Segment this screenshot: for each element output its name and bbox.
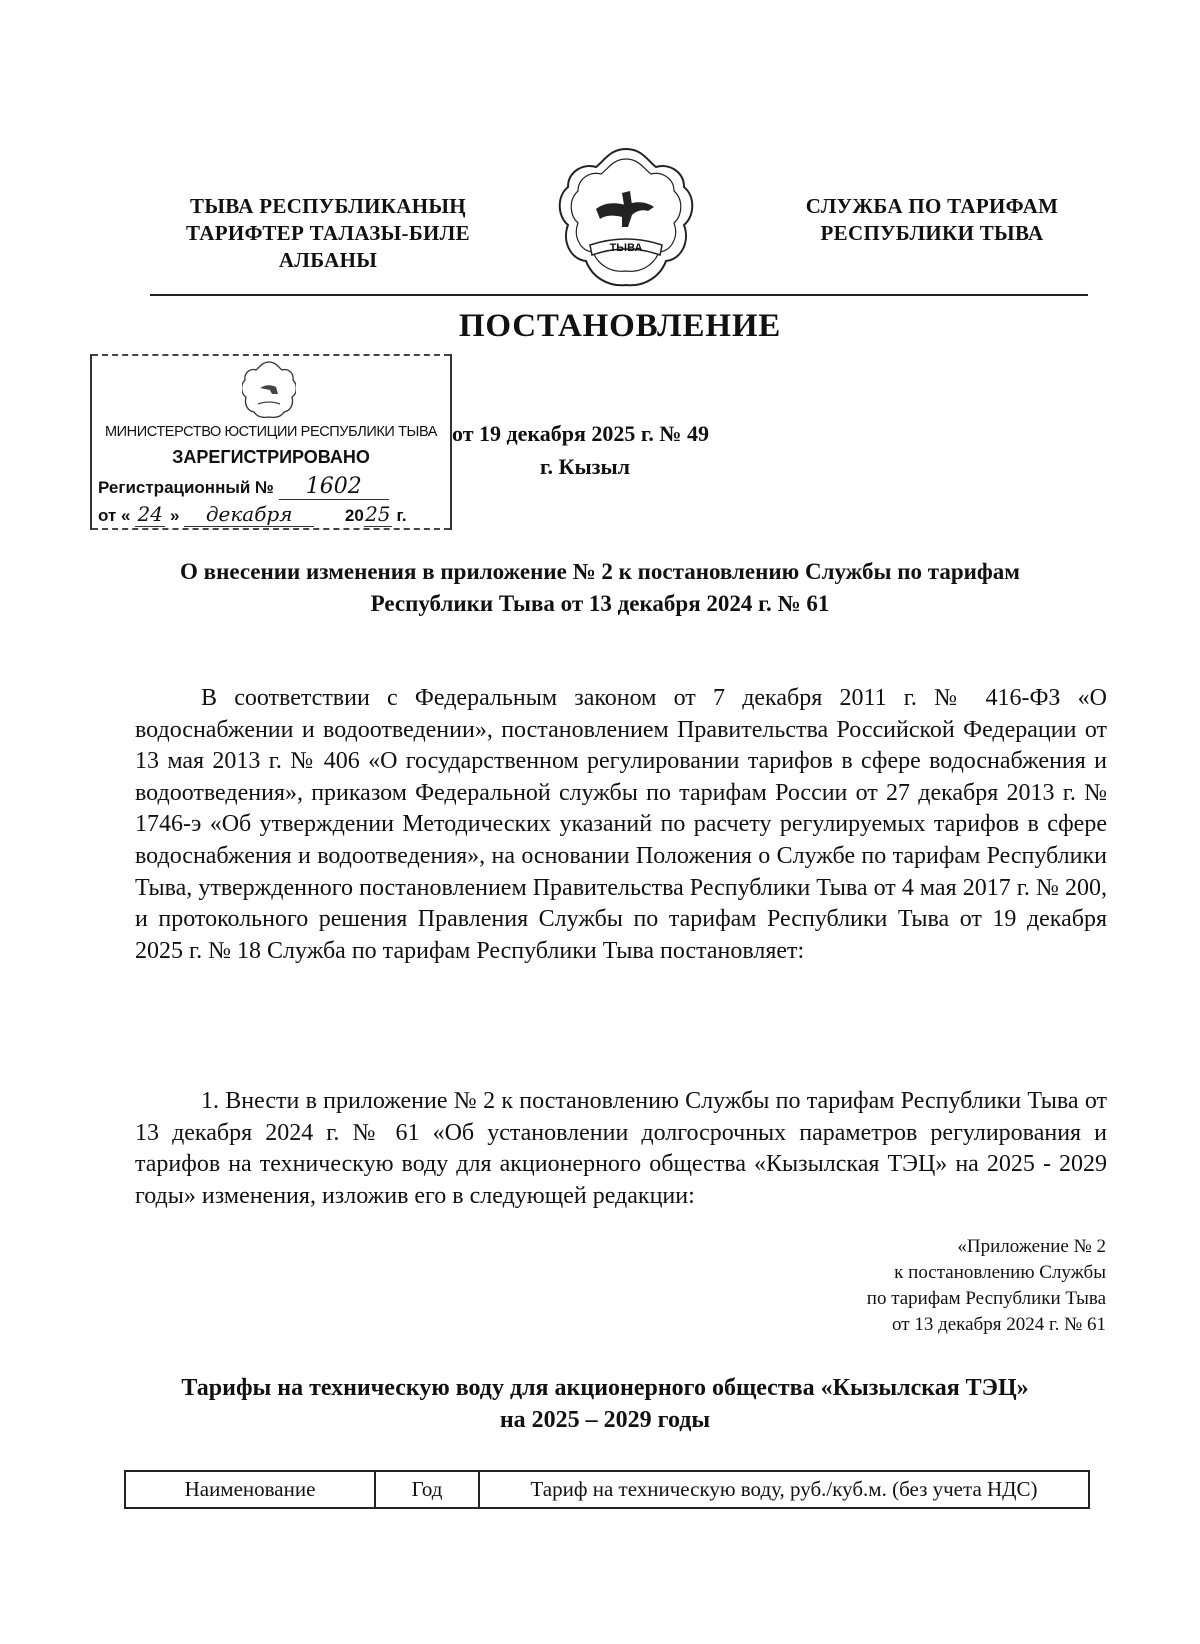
appendix-line-2: к постановлению Службы	[894, 1262, 1106, 1283]
stamp-reg-label: Регистрационный №	[98, 478, 274, 497]
table-header-year: Год	[375, 1471, 479, 1508]
stamp-top-border	[92, 354, 450, 356]
stamp-date-day: 24	[135, 502, 165, 527]
stamp-date-month: декабря	[184, 502, 314, 527]
stamp-date-year-prefix: 20	[344, 506, 364, 525]
stamp-date-mid: »	[169, 506, 180, 525]
stamp-ministry-name: МИНИСТЕРСТВО ЮСТИЦИИ РЕСПУБЛИКИ ТЫВА	[104, 424, 438, 440]
header-divider	[150, 294, 1088, 296]
header-tuvan-line-1: ТЫВА РЕСПУБЛИКАНЫҢ	[190, 194, 466, 218]
stamp-reg-number: 1602	[279, 474, 389, 500]
header-russian-name	[762, 193, 1102, 247]
stamp-bottom-border	[92, 528, 450, 530]
emblem-label: ТЫВА	[609, 242, 643, 254]
table-header-name: Наименование	[125, 1471, 375, 1508]
registration-stamp	[90, 354, 452, 530]
header-russian-line-2: РЕСПУБЛИКИ ТЫВА	[820, 221, 1044, 245]
stamp-date-prefix: от «	[98, 506, 131, 525]
stamp-registration-row	[98, 474, 389, 500]
stamp-date-year-suffix: 25	[365, 502, 391, 526]
tariff-table	[124, 1470, 1090, 1509]
document-dateline: от 19 декабря 2025 г. № 49	[452, 421, 710, 446]
document-title: О внесении изменения в приложение № 2 к постановлению Службы по тарифам Республики Тыва от 13 декабря 2024 г. № 61	[180, 559, 1020, 616]
tuva-emblem-icon	[556, 145, 696, 291]
stamp-status: ЗАРЕГИСТРИРОВАНО	[172, 447, 370, 467]
appendix-line-4: от 13 декабря 2024 г. № 61	[892, 1314, 1106, 1335]
document-type: ПОСТАНОВЛЕНИЕ	[458, 308, 782, 344]
appendix-line-1: «Приложение № 2	[957, 1236, 1106, 1257]
document-city: г. Кызыл	[540, 454, 630, 479]
body-paragraph-1: В соответствии с Федеральным законом от 7 декабря 2011 г. № 416-ФЗ «О водоснабжении и водоотведении», постановлением Правительства Российской Федерации от 13 мая 2013 г. № 406 «О государственном регулировании тарифов в сфере водоснабжения и водоотведения», приказом Федеральной службы по тарифам России от 27 декабря 2013 г. № 1746-э «Об утверждении Методических указаний по расчету регулируемых тарифов в сфере водоснабжения и водоотведения», на основании Положения о Службе по тарифам Республики Тыва, утвержденного постановлением Правительства Республики Тыва от 4 мая 2017 г. № 200, и протокольного решения Правления Службы по тарифам Республики Тыва от 19 декабря 2025 г. № 18 Служба по тарифам Республики Тыва постановляет:	[135, 685, 1107, 964]
header-tuvan-line-3: АЛБАНЫ	[278, 248, 378, 272]
stamp-date-end: г.	[396, 506, 407, 525]
appendix-reference	[700, 1234, 1106, 1338]
tariff-title-line-2: на 2025 – 2029 годы	[499, 1407, 711, 1433]
appendix-line-3: по тарифам Республики Тыва	[866, 1288, 1106, 1309]
table-header-row	[125, 1471, 1089, 1508]
tariff-table-title	[110, 1372, 1100, 1436]
table-header-tariff: Тариф на техническую воду, руб./куб.м. (без учета НДС)	[479, 1471, 1089, 1508]
body-paragraph-2: 1. Внести в приложение № 2 к постановлению Службы по тарифам Республики Тыва от 13 декабря 2024 г. № 61 «Об установлении долгосрочных параметров регулирования и тарифов на техническую воду для акционерного общества «Кызылская ТЭЦ» на 2025 - 2029 годы» изменения, изложив его в следующей редакции:	[135, 1088, 1107, 1209]
stamp-date-row	[98, 502, 407, 527]
stamp-emblem-icon	[242, 360, 296, 418]
header-tuvan-line-2: ТАРИФТЕР ТАЛАЗЫ-БИЛЕ	[186, 221, 470, 245]
header-tuvan-name	[148, 193, 508, 274]
header-russian-line-1: СЛУЖБА ПО ТАРИФАМ	[805, 194, 1059, 218]
tariff-title-line-1: Тарифы на техническую воду для акционерного общества «Кызылская ТЭЦ»	[181, 1375, 1029, 1401]
